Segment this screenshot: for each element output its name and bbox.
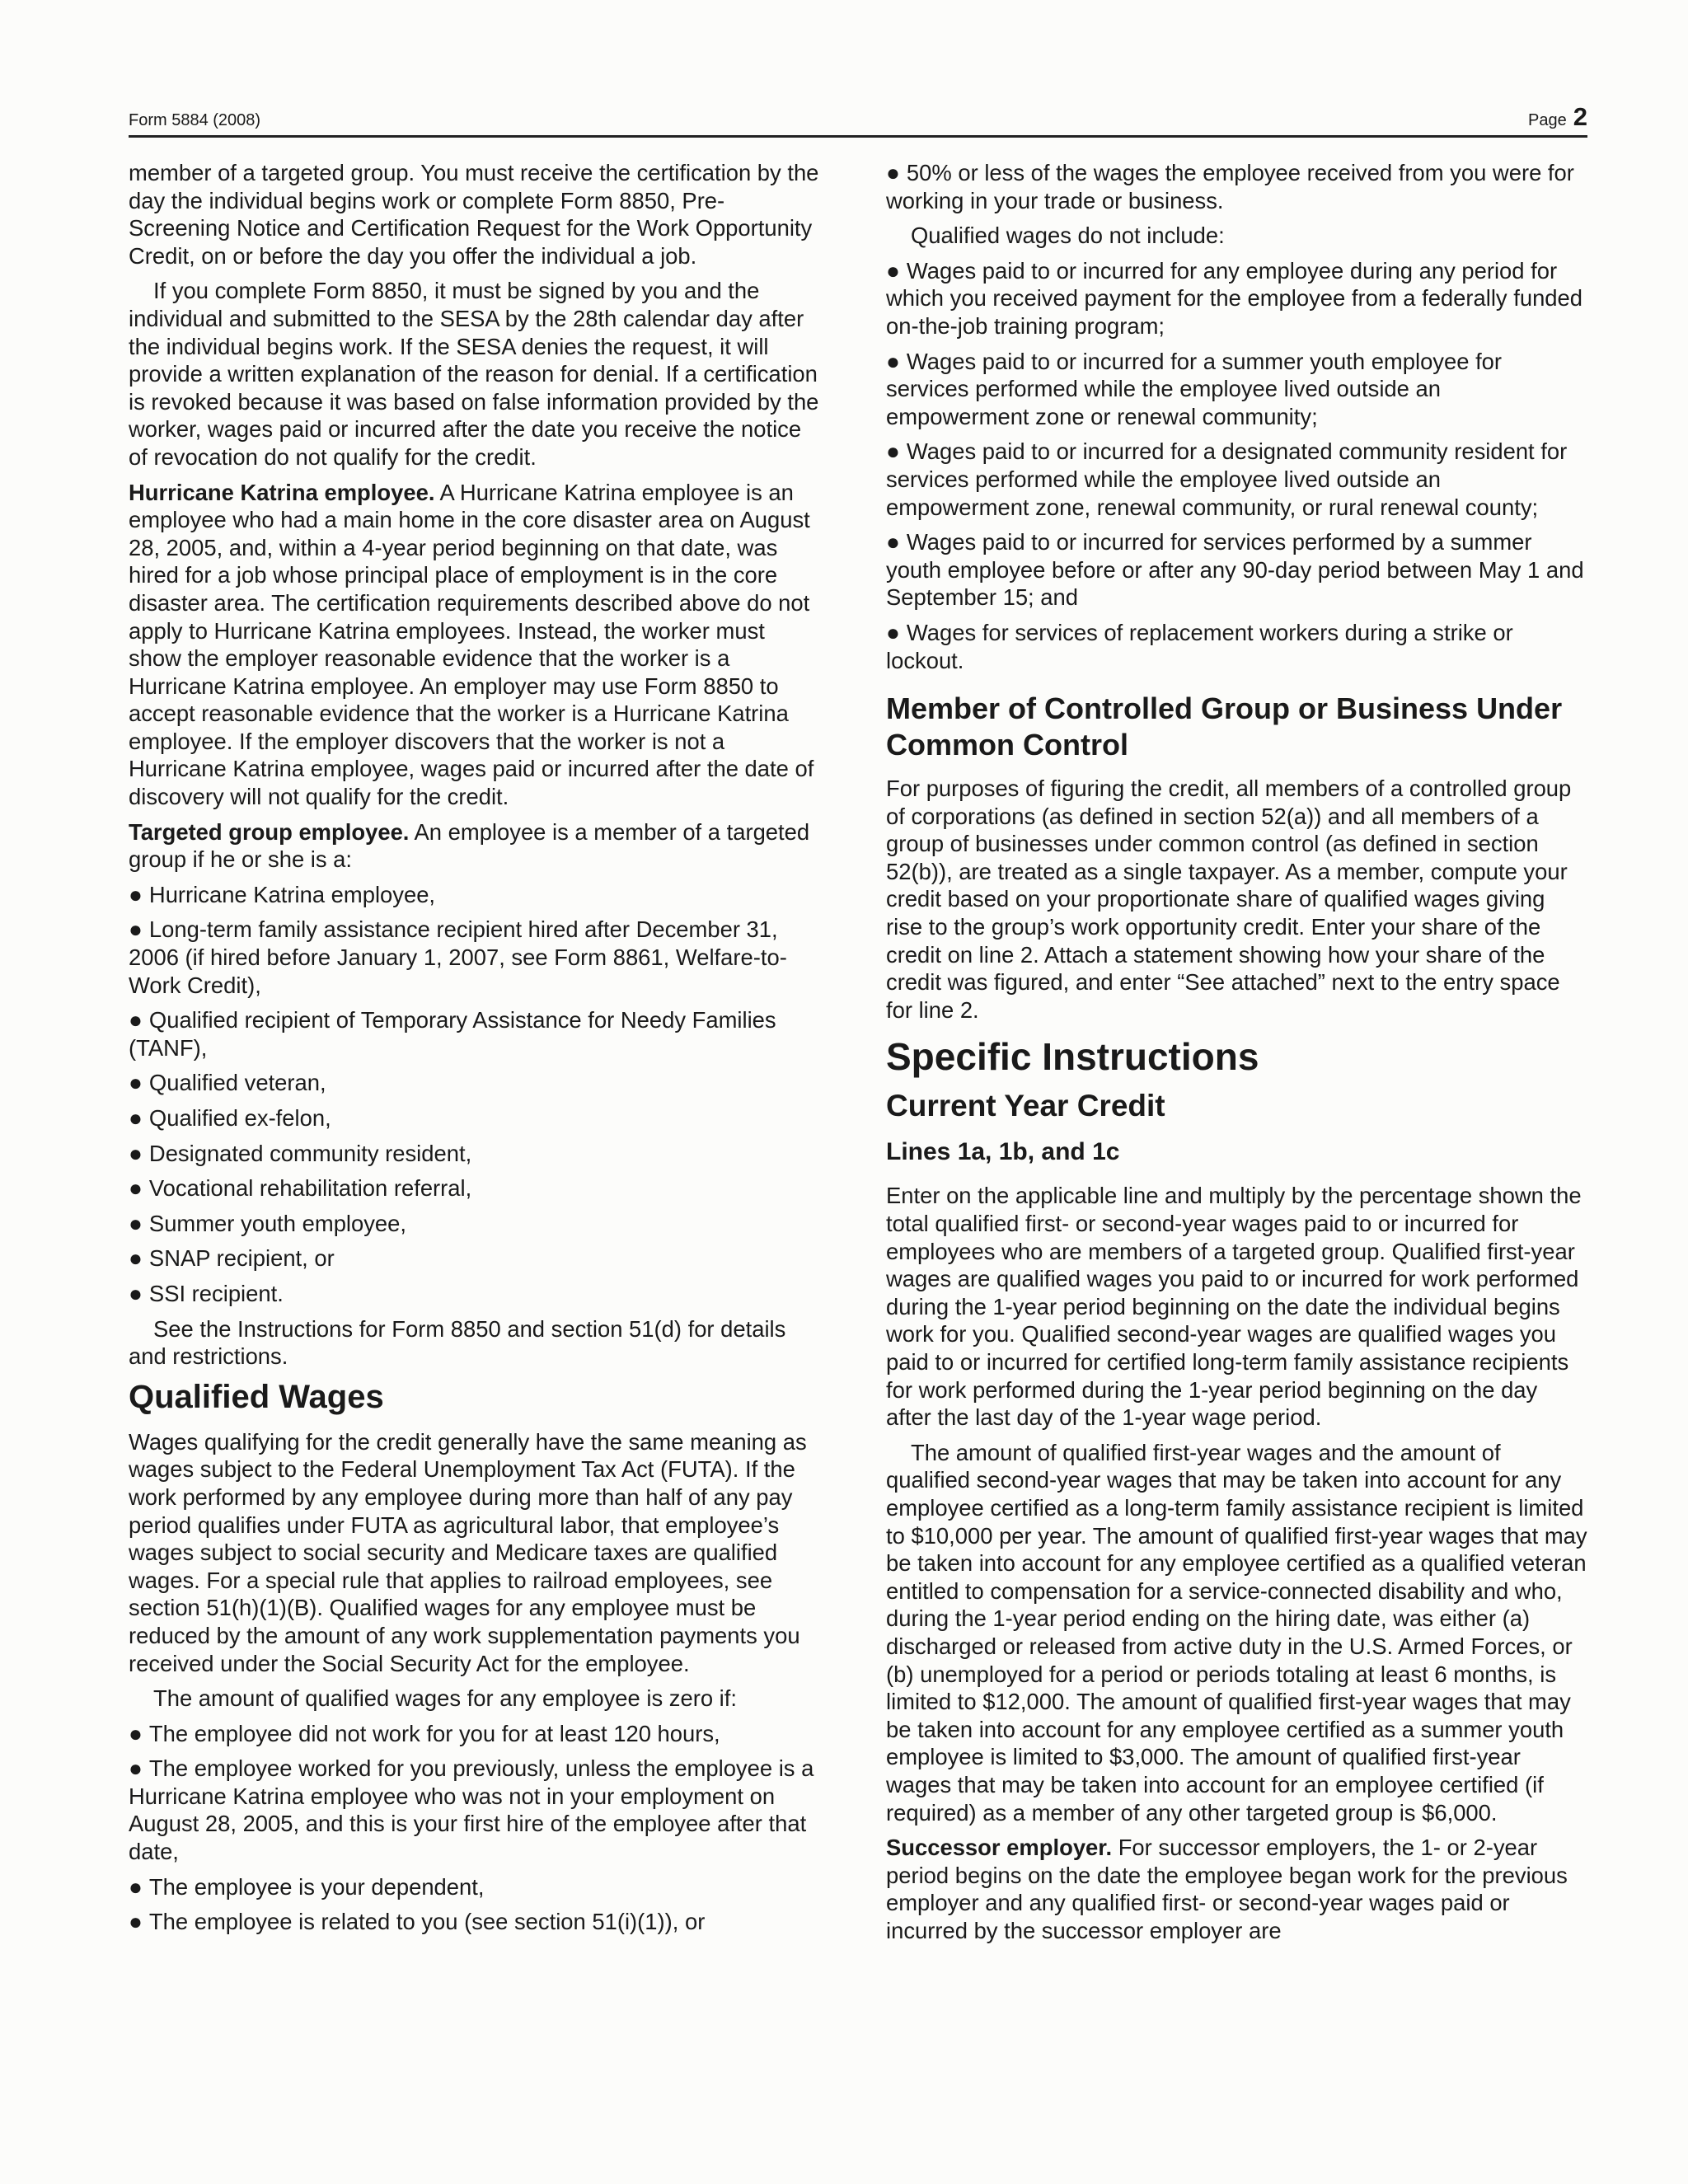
targeted-paragraph	[129, 818, 821, 874]
list-item-text: Wages paid to or incurred for a designated community resident for services performed while the employee lived outside an empowerment zone, renewal community, or rural renewal county;	[886, 438, 1568, 520]
list-item	[129, 1104, 821, 1132]
not-include-list	[886, 257, 1587, 674]
bullet-icon: ●	[129, 1007, 143, 1033]
bullet-icon: ●	[129, 1280, 143, 1306]
paragraph-text: A Hurricane Katrina employee is an employee who had a main home in the core disaster area on August 28, 2005, and, within a 4-year period beginning on that date, was hired for a job whose principal place of employment is in the core disaster area. The certification requirements described above do not apply to Hurricane Katrina employees. Instead, the worker must show the employer reasonable evidence that the worker is a Hurricane Katrina employee. An employer may use Form 8850 to accept reasonable evidence that the worker is a Hurricane Katrina employee. If the employer discovers that the worker is not a Hurricane Katrina employee, wages paid or incurred after the date of discovery will not qualify for the credit.	[129, 479, 814, 810]
list-item-text: The employee did not work for you for at least 120 hours,	[148, 1720, 720, 1746]
bullet-icon: ●	[129, 1873, 143, 1900]
paragraph: Qualified wages do not include:	[911, 223, 1225, 249]
list-item	[886, 257, 1587, 340]
paragraph: For purposes of figuring the credit, all members of a controlled group of corporations (as defined in section 52(a)) and all members of a group of businesses under common control (as defined in section 52(b)), are treated as a single taxpayer. As a member, compute your credit based on your proportionate share of qualified wages giving rise to the group’s work opportunity credit. Enter your share of the credit on line 2. Attach a statement showing how your share of the credit was figured, and enter “See attached” next to the entry space for line 2.	[886, 776, 1572, 1023]
bullet-icon: ●	[129, 881, 143, 907]
zero-wages-list	[129, 1720, 821, 1936]
list-item	[886, 348, 1587, 431]
right-column	[886, 159, 1587, 1952]
page-number: 2	[1573, 102, 1587, 131]
list-item-text: The employee is your dependent,	[148, 1873, 485, 1900]
list-item-text: Wages paid to or incurred for any employee during any period for which you received payment for the employee from a federally funded on-the-job training program;	[886, 257, 1583, 339]
bullet-icon: ●	[129, 1070, 143, 1096]
list-item-text: 50% or less of the wages the employee received from you were for working in your trade or business.	[886, 160, 1574, 213]
paragraph: If you complete Form 8850, it must be signed by you and the individual and submitted to the SESA by the 28th calendar day after the individual begins work. If the SESA denies the request, it will provide a written explanation of the reason for denial. If a certification is revoked because it was based on false information provided by the worker, wages paid or incurred after the date you receive the notice of revocation do not qualify for the credit.	[129, 278, 819, 470]
list-item	[886, 159, 1587, 214]
bullet-icon: ●	[886, 257, 900, 284]
list-item	[129, 1069, 821, 1097]
run-in-heading: Targeted group employee.	[129, 818, 410, 845]
list-item	[886, 619, 1587, 674]
list-item	[129, 1280, 821, 1308]
list-item-text: SNAP recipient, or	[148, 1245, 335, 1272]
list-item	[129, 1908, 821, 1936]
list-item	[129, 1140, 821, 1168]
list-item	[129, 1873, 821, 1901]
form-id: Form 5884 (2008)	[129, 111, 261, 129]
targeted-group-list	[129, 881, 821, 1308]
paragraph: Enter on the applicable line and multiply by the percentage shown the total qualified first- or second-year wages paid to or incurred for employees who are members of a targeted group. Qualified first-year wages are qualified wages you paid to or incurred for work performed during the 1-year period beginning on the date the individual begins work for you. Qualified second-year wages are qualified wages you paid to or incurred for certified long-term family assistance recipients for work performed during the 1-year period beginning on the day after the last day of the 1-year wage period.	[886, 1183, 1582, 1431]
list-item-text: Long-term family assistance recipient hired after December 31, 2006 (if hired before January 1, 2007, see Form 8861, Welfare-to-Work Credit),	[129, 916, 787, 998]
subheading-current-year-credit: Current Year Credit	[886, 1089, 1165, 1123]
run-in-heading: Hurricane Katrina employee.	[129, 479, 435, 505]
list-item-text: Vocational rehabilitation referral,	[148, 1175, 472, 1202]
list-item-text: Designated community resident,	[148, 1140, 472, 1166]
bullet-icon: ●	[129, 1720, 143, 1746]
list-item	[129, 881, 821, 909]
bullet-icon: ●	[129, 916, 143, 943]
successor-paragraph	[886, 1834, 1587, 1944]
paragraph-text: For successor employers, the 1- or 2-year period begins on the date the employee began work for the previous employer and any qualified first- or second-year wages paid or incurred by the successor employer are	[886, 1835, 1568, 1943]
page-indicator	[1528, 102, 1587, 132]
bullet-icon: ●	[129, 1245, 143, 1272]
page-header	[129, 102, 1587, 138]
list-item-text: Wages paid to or incurred for a summer youth employee for services performed while the employee lived outside an empowerment zone or renewal community;	[886, 348, 1503, 429]
left-column	[129, 159, 821, 1943]
bullet-icon: ●	[129, 1210, 143, 1236]
list-item-text: SSI recipient.	[148, 1280, 284, 1306]
list-item	[129, 916, 821, 999]
list-item	[129, 1174, 821, 1202]
list-item-text: Qualified veteran,	[148, 1070, 326, 1096]
section-heading-specific-instructions: Specific Instructions	[886, 1035, 1259, 1079]
list-item-text: Wages for services of replacement workers during a strike or lockout.	[886, 619, 1513, 673]
list-item-text: Summer youth employee,	[148, 1210, 407, 1236]
list-item	[129, 1006, 821, 1062]
subheading-lines: Lines 1a, 1b, and 1c	[886, 1138, 1120, 1166]
list-item	[129, 1210, 821, 1238]
paragraph: member of a targeted group. You must receive the certification by the day the individual begins work or complete Form 8850, Pre-Screening Notice and Certification Request for the Work Opportunity Credit, on or before the day you offer the individual a job.	[129, 160, 819, 269]
bullet-icon: ●	[129, 1909, 143, 1935]
list-item-text: Qualified recipient of Temporary Assistance for Needy Families (TANF),	[129, 1007, 776, 1061]
list-item	[886, 528, 1587, 612]
list-item-text: The employee is related to you (see section 51(i)(1)), or	[148, 1909, 706, 1935]
bullet-icon: ●	[129, 1140, 143, 1166]
paragraph: The amount of qualified first-year wages and the amount of qualified second-year wages that may be taken into account for any employee certified as a long-term family assistance recipient is limited to $10,000 per year. The amount of qualified first-year wages that may be taken into account for any employee certified as a qualified veteran entitled to compensation for a service-connected disability and who, during the 1-year period ending on the hiring date, was either (a) discharged or released from active duty in the U.S. Armed Forces, or (b) unemployed for a period or periods totaling at least 6 months, is limited to $12,000. The amount of qualified first-year wages that may be taken into account for any employee certified as a summer youth employee is limited to $3,000. The amount of qualified first-year wages that may be taken into account for an employee certified (if required) as a member of any other targeted group is $6,000.	[886, 1439, 1587, 1825]
bullet-icon: ●	[886, 529, 900, 555]
list-item	[129, 1755, 821, 1865]
list-item-text: Hurricane Katrina employee,	[148, 881, 436, 907]
paragraph: Wages qualifying for the credit generally have the same meaning as wages subject to the Federal Unemployment Tax Act (FUTA). If the work performed by any employee during more than half of any pay period qualifies under FUTA as agricultural labor, that employee’s wages subject to social security and Medicare taxes are qualified wages. For a special rule that applies to railroad employees, see section 51(h)(1)(B). Qualified wages for any employee must be reduced by the amount of any work supplementation payments you received under the Social Security Act for the employee.	[129, 1428, 807, 1676]
bullet-icon: ●	[886, 438, 900, 465]
katrina-paragraph	[129, 479, 821, 811]
list-item	[886, 438, 1587, 521]
section-heading-qualified-wages: Qualified Wages	[129, 1378, 384, 1415]
list-item	[129, 1720, 821, 1748]
run-in-heading: Successor employer.	[886, 1835, 1113, 1861]
list-item-text: Wages paid to or incurred for services performed by a summer youth employee before or after any 90-day period between May 1 and September 15; and	[886, 529, 1584, 611]
paragraph: The amount of qualified wages for any employee is zero if:	[153, 1685, 737, 1712]
paragraph: See the Instructions for Form 8850 and section 51(d) for details and restrictions.	[129, 1315, 786, 1370]
list-item-text: The employee worked for you previously, unless the employee is a Hurricane Katrina employee who was not in your employment on August 28, 2005, and this is your first hire of the employee after that date,	[129, 1755, 814, 1865]
bullet-icon: ●	[886, 348, 900, 374]
bullet-icon: ●	[129, 1105, 143, 1131]
paragraph-text: An employee is a member of a targeted group if he or she is a:	[129, 818, 810, 873]
list-item-text: Qualified ex-felon,	[148, 1105, 331, 1131]
bullet-icon: ●	[886, 619, 900, 645]
bullet-icon: ●	[129, 1755, 143, 1782]
list-item	[129, 1244, 821, 1272]
section-heading-controlled-group: Member of Controlled Group or Business Under Common Control	[886, 691, 1563, 762]
bullet-icon: ●	[129, 1175, 143, 1202]
page-label: Page	[1528, 111, 1567, 129]
bullet-icon: ●	[886, 160, 900, 185]
